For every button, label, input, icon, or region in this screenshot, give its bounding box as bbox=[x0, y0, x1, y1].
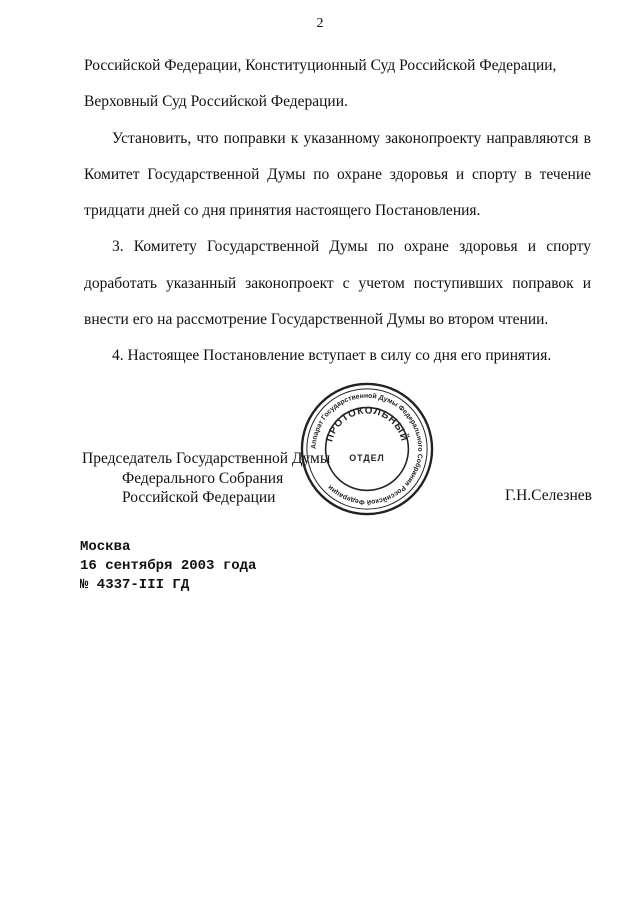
stamp-outer-text: Аппарат Государственной Думы Федерального Собрания Российской Федерации bbox=[310, 392, 424, 506]
signer-title-line-2: Федерального Собрания bbox=[122, 470, 284, 487]
body-line-1: Российской Федерации, Конституционный Суд Российской Федерации, bbox=[84, 57, 557, 74]
document-date: 16 сентября 2003 года bbox=[80, 558, 257, 574]
signer-title-line-1: Председатель Государственной Думы bbox=[82, 450, 331, 467]
paragraph-4: 4. Настоящее Постановление вступает в силу со дня его принятия. bbox=[112, 347, 552, 365]
paragraph-2: Установить, что поправки к указанному законопроекту направляются в Комитет Государственной Думы по охране здоровья и спорту в течение тридцати дней со дня принятия настоящего Постановления. bbox=[84, 129, 591, 220]
city: Москва bbox=[80, 539, 131, 555]
paragraph-3: 3. Комитету Государственной Думы по охране здоровья и спорту доработать указанный законопроект с учетом поступивших поправок и внести его на рассмотрение Государственной Думы во втором чтении. bbox=[84, 238, 591, 329]
body-line-2: Верховный Суд Российской Федерации. bbox=[84, 93, 348, 111]
stamp-inner-text-bottom: ОТДЕЛ bbox=[349, 452, 385, 463]
document-footer bbox=[80, 538, 256, 595]
signer-title-line-3: Российской Федерации bbox=[122, 489, 276, 506]
page-number: 2 bbox=[316, 16, 324, 31]
signer-name: Г.Н.Селезнев bbox=[505, 487, 592, 504]
document-body bbox=[84, 48, 591, 375]
stamp-inner-text-top: ПРОТОКОЛЬНЫЙ bbox=[324, 405, 410, 444]
document-number: № 4337-III ГД bbox=[80, 577, 190, 593]
signature-block bbox=[82, 450, 592, 510]
